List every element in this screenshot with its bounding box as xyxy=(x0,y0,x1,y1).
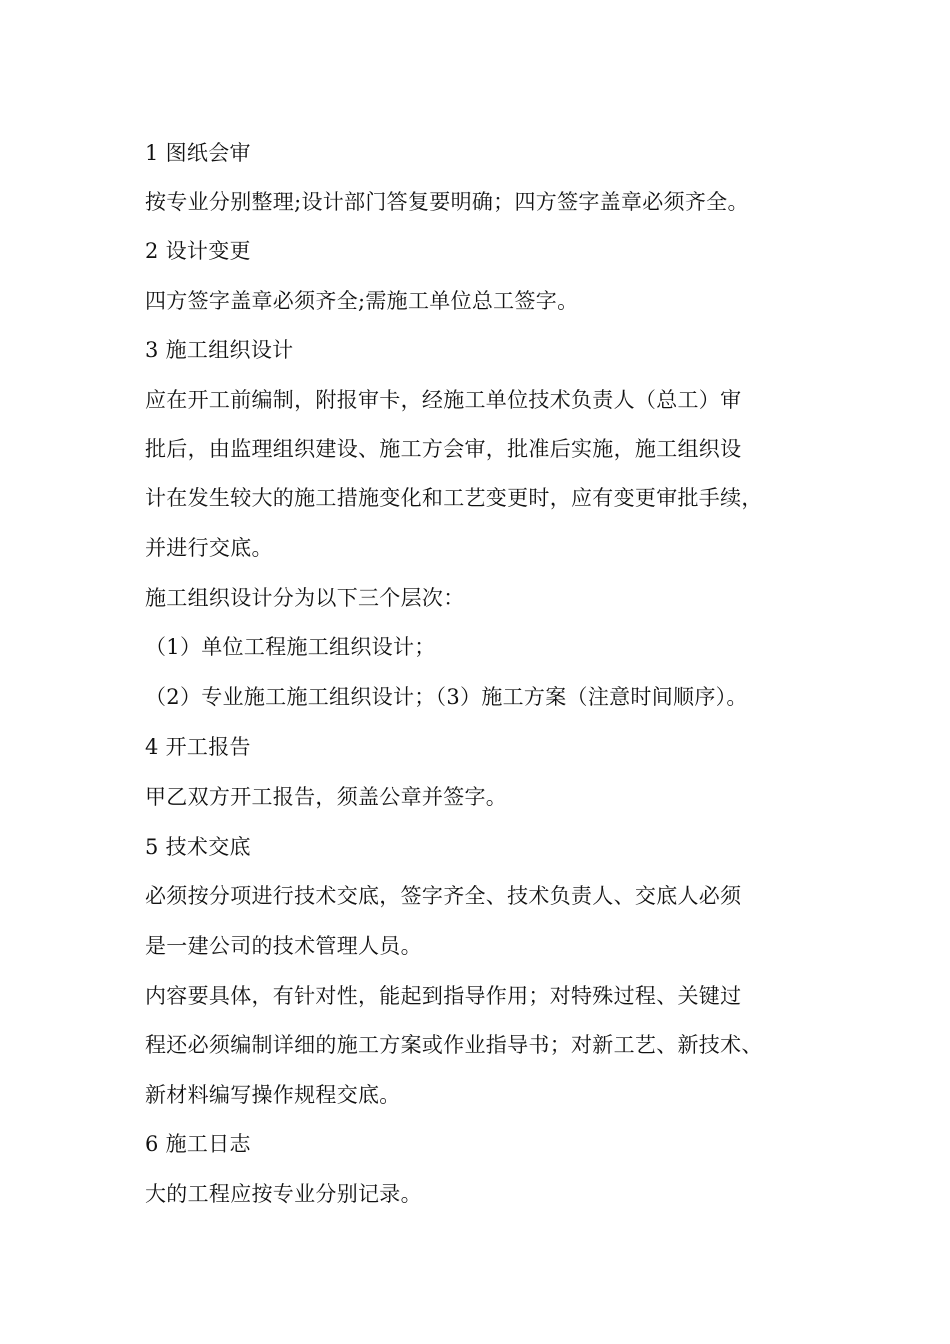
section-heading: 4 开工报告 xyxy=(145,735,251,759)
paragraph-line: 并进行交底。 xyxy=(145,536,273,560)
paragraph-line: 内容要具体，有针对性，能起到指导作用；对特殊过程、关键过 xyxy=(145,984,742,1008)
paragraph-line: 四方签字盖章必须齐全;需施工单位总工签字。 xyxy=(145,289,579,313)
paragraph-line: 必须按分项进行技术交底，签字齐全、技术负责人、交底人必须 xyxy=(145,884,742,908)
paragraph-line: 新材料编写操作规程交底。 xyxy=(145,1083,401,1107)
paragraph-line: 程还必须编制详细的施工方案或作业指导书；对新工艺、新技术、 xyxy=(145,1033,763,1057)
paragraph-line: 是一建公司的技术管理人员。 xyxy=(145,934,422,958)
paragraph-line: 批后，由监理组织建设、施工方会审，批准后实施，施工组织设 xyxy=(145,437,742,461)
paragraph-line: 计在发生较大的施工措施变化和工艺变更时，应有变更审批手续， xyxy=(145,486,763,510)
paragraph-line: 应在开工前编制，附报审卡，经施工单位技术负责人（总工）审 xyxy=(145,388,742,412)
paragraph-line: 按专业分别整理;设计部门答复要明确；四方签字盖章必须齐全。 xyxy=(145,190,749,214)
paragraph-line: 施工组织设计分为以下三个层次： xyxy=(145,586,465,610)
paragraph-line: 大的工程应按专业分别记录。 xyxy=(145,1182,422,1206)
paragraph-line: 甲乙双方开工报告，须盖公章并签字。 xyxy=(145,785,508,809)
section-heading: 1 图纸会审 xyxy=(145,141,251,165)
section-heading: 5 技术交底 xyxy=(145,835,251,859)
section-heading: 2 设计变更 xyxy=(145,239,251,263)
list-item: （1）单位工程施工组织设计； xyxy=(145,635,436,659)
section-heading: 3 施工组织设计 xyxy=(145,338,294,362)
list-item: （2）专业施工施工组织设计；（3）施工方案（注意时间顺序）。 xyxy=(145,685,748,709)
section-heading: 6 施工日志 xyxy=(145,1132,251,1156)
